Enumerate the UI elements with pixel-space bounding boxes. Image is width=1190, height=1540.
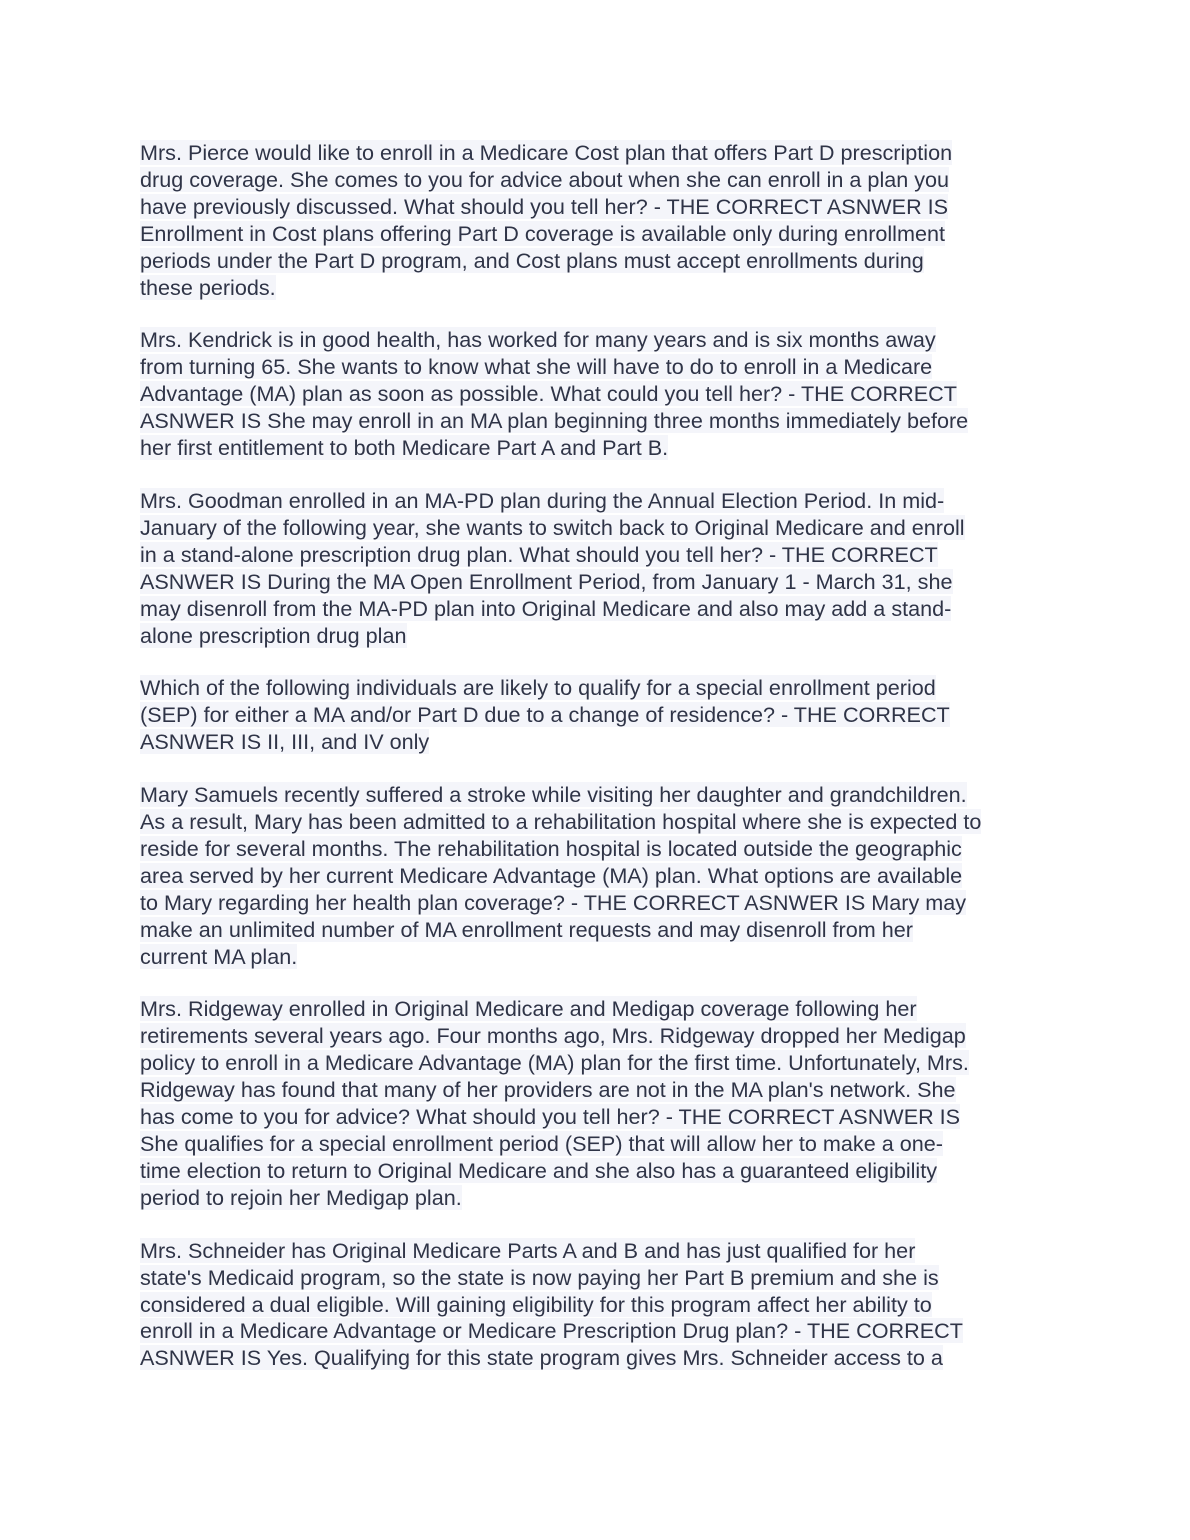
text-line: state's Medicaid program, so the state is now paying her Part B premium and she is — [140, 1264, 939, 1290]
text-line: ASNWER IS During the MA Open Enrollment Period, from January 1 - March 31, she — [140, 568, 953, 594]
text-line: policy to enroll in a Medicare Advantage (MA) plan for the first time. Unfortunately, Mrs. — [140, 1050, 969, 1076]
text-line: January of the following year, she wants to switch back to Original Medicare and enroll — [140, 514, 965, 540]
document-page — [140, 140, 1060, 1398]
text-line: Ridgeway has found that many of her providers are not in the MA plan's network. She — [140, 1077, 956, 1103]
text-line: reside for several months. The rehabilitation hospital is located outside the geographic — [140, 835, 962, 861]
text-line: current MA plan. — [140, 943, 298, 969]
qa-paragraph-samuels — [140, 782, 1060, 970]
text-line: to Mary regarding her health plan coverage? - THE CORRECT ASNWER IS Mary may — [140, 889, 967, 915]
text-line: ASNWER IS Yes. Qualifying for this state program gives Mrs. Schneider access to a — [140, 1345, 943, 1371]
text-line: time election to return to Original Medicare and she also has a guaranteed eligibility — [140, 1157, 938, 1183]
text-line: alone prescription drug plan — [140, 622, 407, 648]
text-line: Which of the following individuals are likely to qualify for a special enrollment period — [140, 675, 936, 701]
text-line: Advantage (MA) plan as soon as possible. What could you tell her? - THE CORRECT — [140, 381, 957, 407]
text-line: from turning 65. She wants to know what she will have to do to enroll in a Medicare — [140, 354, 933, 380]
text-line: has come to you for advice? What should you tell her? - THE CORRECT ASNWER IS — [140, 1104, 961, 1130]
text-line: Mrs. Ridgeway enrolled in Original Medicare and Medigap coverage following her — [140, 996, 917, 1022]
text-line: make an unlimited number of MA enrollment requests and may disenroll from her — [140, 916, 913, 942]
text-line: periods under the Part D program, and Cost plans must accept enrollments during — [140, 247, 924, 273]
text-line: Mrs. Pierce would like to enroll in a Medicare Cost plan that offers Part D prescription — [140, 140, 953, 165]
text-line: in a stand-alone prescription drug plan. What should you tell her? - THE CORRECT — [140, 541, 938, 567]
text-line: (SEP) for either a MA and/or Part D due to a change of residence? - THE CORRECT — [140, 702, 950, 728]
qa-paragraph-pierce — [140, 140, 1060, 301]
text-line: considered a dual eligible. Will gaining eligibility for this program affect her ability to — [140, 1291, 932, 1317]
text-line: Mrs. Goodman enrolled in an MA-PD plan during the Annual Election Period. In mid- — [140, 487, 945, 513]
text-line: her first entitlement to both Medicare Part A and Part B. — [140, 435, 669, 461]
text-line: Mrs. Schneider has Original Medicare Parts A and B and has just qualified for her — [140, 1237, 916, 1263]
text-line: As a result, Mary has been admitted to a rehabilitation hospital where she is expected to — [140, 809, 982, 835]
text-line: She qualifies for a special enrollment period (SEP) that will allow her to make a one- — [140, 1131, 943, 1156]
qa-paragraph-kendrick — [140, 327, 1060, 462]
text-line: Enrollment in Cost plans offering Part D coverage is available only during enrollment — [140, 220, 945, 246]
text-line: Mrs. Kendrick is in good health, has worked for many years and is six months away — [140, 327, 936, 353]
text-line: these periods. — [140, 274, 276, 300]
text-line: drug coverage. She comes to you for advice about when she can enroll in a plan you — [140, 166, 950, 192]
qa-paragraph-goodman — [140, 488, 1060, 649]
text-line: Mary Samuels recently suffered a stroke while visiting her daughter and grandchildren. — [140, 782, 967, 808]
text-line: ASNWER IS II, III, and IV only — [140, 729, 430, 755]
text-line: enroll in a Medicare Advantage or Medicare Prescription Drug plan? - THE CORRECT — [140, 1318, 963, 1344]
text-line: have previously discussed. What should you tell her? - THE CORRECT ASNWER IS — [140, 193, 949, 219]
qa-paragraph-ridgeway — [140, 996, 1060, 1211]
qa-paragraph-sep-residence — [140, 675, 1060, 756]
qa-paragraph-schneider — [140, 1238, 1060, 1373]
text-line: retirements several years ago. Four months ago, Mrs. Ridgeway dropped her Medigap — [140, 1023, 966, 1049]
text-line: period to rejoin her Medigap plan. — [140, 1184, 462, 1210]
text-line: may disenroll from the MA-PD plan into Original Medicare and also may add a stand- — [140, 595, 952, 621]
text-line: area served by her current Medicare Advantage (MA) plan. What options are available — [140, 862, 963, 888]
text-line: ASNWER IS She may enroll in an MA plan beginning three months immediately before — [140, 408, 969, 434]
